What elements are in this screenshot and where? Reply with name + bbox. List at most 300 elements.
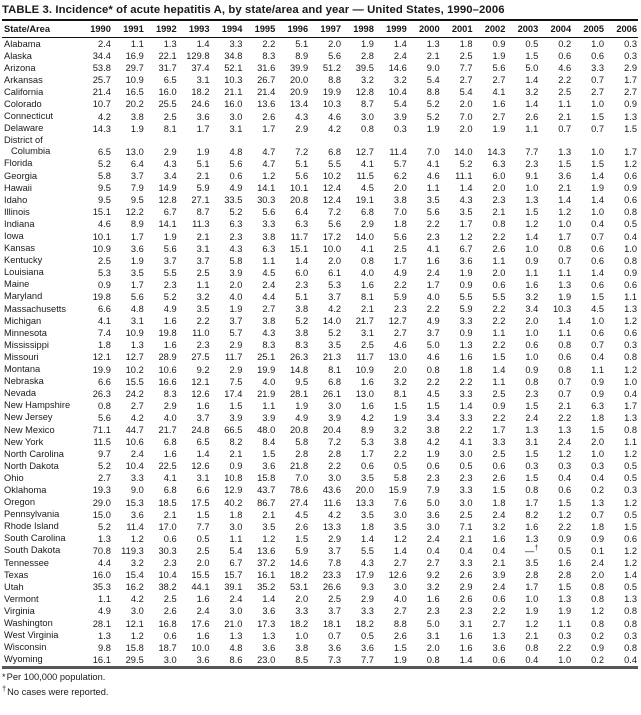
value-cell: 34.8 <box>224 51 243 62</box>
value-cell: 2.0 <box>393 183 407 194</box>
value-cell: 5.2 <box>97 461 111 472</box>
value-cell: 8.3 <box>262 340 276 351</box>
value-cell: 2.6 <box>525 111 539 122</box>
value-cell: 0.6 <box>426 461 440 472</box>
value-cell: 1.6 <box>492 99 506 110</box>
value-cell: 0.8 <box>591 618 604 629</box>
value-cell: 3.0 <box>130 606 144 617</box>
value-cell: 13.0 <box>388 352 407 363</box>
value-cell: 1.3 <box>558 146 572 157</box>
value-cell: 5.0 <box>525 63 539 74</box>
value-cell: 1.9 <box>525 606 539 617</box>
value-cell: 3.3 <box>262 219 276 230</box>
value-cell: 1.3 <box>558 425 572 435</box>
value-cell: 0.3 <box>525 461 539 472</box>
value-cell: 12.8 <box>355 87 374 98</box>
value-cell: 2.2 <box>426 376 440 387</box>
value-cell: 28.1 <box>290 388 309 399</box>
value-cell: 8.1 <box>360 291 374 302</box>
value-cell: 0.9 <box>591 376 604 387</box>
value-cell: 3.0 <box>426 521 440 532</box>
table-row <box>2 327 638 339</box>
value-cell: 30.3 <box>158 545 177 556</box>
value-cell: 3.0 <box>328 473 341 484</box>
value-cell: 2.9 <box>163 146 177 157</box>
table-row <box>2 388 638 400</box>
value-cell: 1.4 <box>393 545 407 556</box>
value-cell: 2.7 <box>492 111 506 122</box>
value-cell: 4.2 <box>328 123 341 134</box>
value-cell: 1.2 <box>558 449 572 460</box>
value-cell: 18.2 <box>355 618 374 629</box>
value-cell: 3.5 <box>393 521 407 532</box>
value-cell: 0.9 <box>624 99 637 110</box>
table-row <box>2 158 638 170</box>
value-cell: 1.0 <box>591 207 604 218</box>
value-cell: 10.1 <box>92 231 111 242</box>
value-cell: 1.5 <box>393 400 407 411</box>
value-cell: 2.8 <box>360 51 374 62</box>
value-cell: 5.1 <box>295 39 309 49</box>
value-cell: 1.7 <box>492 425 506 435</box>
value-cell: 1.3 <box>624 111 637 122</box>
value-cell: 4.3 <box>360 558 374 569</box>
value-cell: 25.1 <box>257 352 276 363</box>
value-cell: 2.1 <box>525 630 539 641</box>
value-cell: 1.2 <box>262 171 276 182</box>
value-cell: —† <box>525 544 539 556</box>
value-cell: 1.1 <box>525 123 539 134</box>
value-cell: 1.1 <box>426 183 440 194</box>
value-cell: 19.8 <box>92 291 111 302</box>
value-cell: 3.1 <box>426 630 440 641</box>
value-cell: 1.2 <box>130 533 144 544</box>
value-cell: 1.6 <box>360 279 374 290</box>
value-cell: 2.4 <box>591 558 604 569</box>
value-cell: 1.8 <box>459 39 473 49</box>
value-cell: 1.4 <box>459 400 473 411</box>
value-cell: 1.2 <box>624 316 637 327</box>
value-cell: 1.5 <box>492 352 506 363</box>
value-cell: 4.7 <box>262 158 276 169</box>
state-name-cell: West Virginia <box>4 630 59 641</box>
value-cell: 15.5 <box>191 570 210 581</box>
value-cell: 0.4 <box>591 352 604 363</box>
value-cell: 7.0 <box>393 207 407 218</box>
value-cell: 1.5 <box>525 400 539 411</box>
value-cell: 9.0 <box>426 63 440 74</box>
value-cell: 0.6 <box>492 654 506 665</box>
value-cell: 1.2 <box>130 630 144 641</box>
value-cell: 34.4 <box>92 51 111 62</box>
value-cell: 3.9 <box>262 412 276 423</box>
value-cell: 6.3 <box>262 243 276 254</box>
value-cell: 0.6 <box>624 279 637 290</box>
value-cell: 26.6 <box>322 582 341 593</box>
value-cell: 16.0 <box>158 87 177 98</box>
table-row <box>2 569 638 581</box>
value-cell: 1.6 <box>196 400 210 411</box>
value-cell: 0.6 <box>525 340 539 351</box>
value-cell: 8.5 <box>295 654 309 665</box>
value-cell: 5.6 <box>130 291 144 302</box>
value-cell: 3.3 <box>360 606 374 617</box>
value-cell: 48.0 <box>257 425 276 435</box>
value-cell: 2.1 <box>196 171 210 182</box>
value-cell: 4.6 <box>393 340 407 351</box>
value-cell: 7.2 <box>295 146 309 157</box>
value-cell: 0.8 <box>426 364 440 375</box>
table-row <box>2 581 638 593</box>
value-cell: 1.5 <box>229 400 243 411</box>
value-cell: 1.1 <box>196 279 210 290</box>
value-cell: 1.3 <box>426 39 440 49</box>
value-cell: 3.5 <box>262 521 276 532</box>
table-row <box>2 339 638 351</box>
state-name-cell: Oregon <box>4 497 36 508</box>
value-cell: 4.1 <box>360 158 374 169</box>
value-cell: 2.4 <box>492 509 506 520</box>
value-cell: 3.7 <box>426 328 440 339</box>
state-name-cell: Colorado <box>4 98 42 109</box>
value-cell: 18.5 <box>158 497 177 508</box>
value-cell: 9.0 <box>130 485 144 496</box>
value-cell: 20.0 <box>290 75 309 86</box>
value-cell: 7.8 <box>328 558 341 569</box>
value-cell: 1.0 <box>558 219 572 230</box>
value-cell: 2.3 <box>426 473 440 484</box>
value-cell: 0.4 <box>624 388 637 399</box>
table-row <box>2 472 638 484</box>
value-cell: 2.4 <box>426 533 440 544</box>
value-cell: 2.2 <box>492 412 506 423</box>
value-cell: 86.7 <box>257 497 276 508</box>
value-cell: 2.0 <box>328 39 341 49</box>
value-cell: 1.4 <box>558 195 572 206</box>
value-cell: 0.9 <box>459 279 473 290</box>
value-cell: 2.2 <box>426 304 440 315</box>
value-cell: 28.9 <box>158 352 177 363</box>
value-cell: 1.4 <box>525 75 539 86</box>
value-cell: 2.4 <box>196 606 210 617</box>
value-cell: 4.3 <box>295 111 309 122</box>
value-cell: 8.8 <box>328 75 341 86</box>
value-cell: 1.4 <box>295 255 309 266</box>
value-cell: 1.2 <box>624 545 637 556</box>
value-cell: 2.2 <box>492 231 506 242</box>
value-cell: 3.2 <box>130 558 144 569</box>
value-cell: 3.1 <box>196 75 210 86</box>
value-cell: 6.4 <box>130 158 144 169</box>
value-cell: 0.5 <box>459 461 473 472</box>
value-cell: 1.2 <box>459 231 473 242</box>
value-cell: 8.9 <box>130 219 144 230</box>
value-cell: 1.1 <box>130 39 144 49</box>
value-cell: 15.0 <box>92 509 111 520</box>
value-cell: 8.6 <box>229 654 243 665</box>
value-cell: 4.0 <box>262 376 276 387</box>
value-cell: 15.1 <box>290 243 309 254</box>
value-cell: 2.0 <box>229 279 243 290</box>
value-cell: 3.6 <box>196 111 210 122</box>
value-cell: 1.9 <box>591 183 604 194</box>
value-cell: 1.5 <box>525 449 539 460</box>
value-cell: 5.5 <box>328 158 341 169</box>
value-cell: 3.0 <box>163 654 177 665</box>
table-row <box>2 267 638 279</box>
value-cell: 0.7 <box>591 75 604 86</box>
value-cell: 1.0 <box>591 39 604 49</box>
value-cell: 3.1 <box>196 473 210 484</box>
value-cell: 3.7 <box>328 291 341 302</box>
table-row <box>2 557 638 569</box>
value-cell: 16.9 <box>125 51 144 62</box>
value-cell: 3.5 <box>196 304 210 315</box>
value-cell: 1.5 <box>624 521 637 532</box>
value-cell: 12.7 <box>355 146 374 157</box>
value-cell: 3.0 <box>229 111 243 122</box>
value-cell: 3.6 <box>328 642 341 653</box>
table-row <box>2 484 638 496</box>
value-cell: 11.7 <box>356 352 374 363</box>
value-cell: 6.0 <box>295 267 309 278</box>
value-cell: 0.8 <box>558 340 572 351</box>
value-cell: 2.3 <box>163 558 177 569</box>
year-header: 1994 <box>211 21 244 38</box>
value-cell: 1.4 <box>196 449 210 460</box>
value-cell: 3.3 <box>459 388 473 399</box>
value-cell: 1.1 <box>558 618 572 629</box>
value-cell: 12.6 <box>388 570 407 581</box>
value-cell: 7.5 <box>229 376 243 387</box>
value-cell: 2.7 <box>591 87 604 98</box>
value-cell: 1.4 <box>459 654 473 665</box>
value-cell: 4.2 <box>426 437 440 448</box>
table-row <box>2 605 638 617</box>
value-cell: 2.3 <box>525 158 539 169</box>
value-cell: 2.1 <box>426 51 440 62</box>
value-cell: 5.2 <box>229 207 243 218</box>
value-cell: 5.3 <box>360 437 374 448</box>
value-cell: 1.0 <box>525 352 539 363</box>
value-cell: 14.6 <box>290 558 309 569</box>
value-cell: 1.6 <box>459 630 473 641</box>
value-cell: 0.9 <box>492 400 506 411</box>
value-cell: 0.4 <box>624 654 637 665</box>
value-cell: 1.6 <box>163 316 177 327</box>
value-cell: 31.6 <box>257 63 276 74</box>
value-cell: 0.6 <box>360 461 374 472</box>
value-cell: 2.2 <box>393 449 407 460</box>
value-cell: 2.8 <box>525 570 539 581</box>
value-cell: 19.9 <box>257 364 276 375</box>
value-cell: 12.6 <box>191 388 210 399</box>
state-name-cell: Minnesota <box>4 327 47 338</box>
value-cell: 1.1 <box>229 533 243 544</box>
value-cell: 24.2 <box>125 388 144 399</box>
table-row <box>2 303 638 315</box>
table-row <box>2 376 638 388</box>
value-cell: 5.2 <box>426 99 440 110</box>
footnotes <box>2 672 638 699</box>
value-cell: 2.4 <box>97 39 111 49</box>
value-cell: 2.1 <box>163 509 177 520</box>
table-row <box>2 545 638 557</box>
value-cell: 1.5 <box>492 485 506 496</box>
value-cell: 2.7 <box>262 304 276 315</box>
value-cell: 14.9 <box>158 183 177 194</box>
value-cell: 26.1 <box>322 388 341 399</box>
value-cell: 3.8 <box>393 437 407 448</box>
value-cell: 2.2 <box>196 316 210 327</box>
value-cell: 21.0 <box>224 618 243 629</box>
value-cell: 13.0 <box>125 146 144 157</box>
value-cell: 5.7 <box>229 328 243 339</box>
value-cell: 9.5 <box>97 183 111 194</box>
value-cell: 2.4 <box>525 412 539 423</box>
state-name-cell: New Jersey <box>4 412 53 423</box>
value-cell: 1.0 <box>558 654 572 665</box>
value-cell: 11.4 <box>126 521 144 532</box>
year-header: 1993 <box>178 21 211 38</box>
value-cell: 0.5 <box>624 509 637 520</box>
value-cell: 17.5 <box>191 497 210 508</box>
value-cell: 2.7 <box>97 473 111 484</box>
value-cell: 0.8 <box>624 425 637 435</box>
value-cell: 1.9 <box>229 304 243 315</box>
value-cell: 20.0 <box>355 485 374 496</box>
value-cell: 0.3 <box>558 461 572 472</box>
value-cell: 5.1 <box>295 158 309 169</box>
state-name-cell: Vermont <box>4 593 39 604</box>
value-cell: 0.9 <box>591 642 604 653</box>
value-cell: 1.9 <box>459 267 473 278</box>
value-cell: 0.6 <box>591 51 604 62</box>
value-cell: 3.6 <box>196 654 210 665</box>
value-cell: 4.9 <box>426 316 440 327</box>
value-cell: 2.3 <box>196 340 210 351</box>
table-row <box>2 351 638 363</box>
value-cell: 12.4 <box>322 195 341 206</box>
value-cell: 2.2 <box>393 279 407 290</box>
value-cell: 17.3 <box>257 618 276 629</box>
value-cell: 2.4 <box>130 449 144 460</box>
value-cell: 1.7 <box>393 255 407 266</box>
value-cell: 6.2 <box>393 171 407 182</box>
value-cell: 2.5 <box>459 509 473 520</box>
value-cell: 27.1 <box>191 195 210 206</box>
value-cell: 3.9 <box>229 267 243 278</box>
value-cell: 0.6 <box>624 533 637 544</box>
value-cell: 10.1 <box>290 183 309 194</box>
value-cell: 0.4 <box>624 231 637 242</box>
value-cell: 1.3 <box>97 533 111 544</box>
value-cell: 35.2 <box>257 582 276 593</box>
value-cell: 5.9 <box>459 304 473 315</box>
state-name-cell: District of Columbia <box>4 134 51 157</box>
value-cell: 2.2 <box>492 340 506 351</box>
value-cell: 8.2 <box>525 509 539 520</box>
value-cell: 3.7 <box>196 255 210 266</box>
value-cell: 1.8 <box>591 521 604 532</box>
value-cell: 17.4 <box>224 388 243 399</box>
value-cell: 2.0 <box>492 183 506 194</box>
state-name-cell: Maryland <box>4 291 43 302</box>
value-cell: 0.7 <box>328 630 341 641</box>
value-cell: 3.3 <box>229 39 243 49</box>
value-cell: 1.7 <box>624 146 637 157</box>
value-cell: 26.3 <box>290 352 309 363</box>
value-cell: 2.2 <box>558 412 572 423</box>
value-cell: 1.2 <box>624 158 637 169</box>
footnote-population <box>2 672 638 684</box>
value-cell: 1.4 <box>492 364 506 375</box>
value-cell: 11.7 <box>290 231 309 242</box>
table-row <box>2 424 638 436</box>
value-cell: 1.2 <box>525 219 539 230</box>
value-cell: 2.7 <box>393 328 407 339</box>
value-cell: 4.8 <box>229 642 243 653</box>
value-cell: 3.4 <box>163 171 177 182</box>
table-row <box>2 364 638 376</box>
value-cell: 8.1 <box>163 123 177 134</box>
value-cell: 0.3 <box>558 630 572 641</box>
value-cell: 1.9 <box>426 449 440 460</box>
value-cell: 26.7 <box>257 75 276 86</box>
value-cell: 13.4 <box>290 99 309 110</box>
value-cell: 0.4 <box>459 545 473 556</box>
value-cell: 0.9 <box>591 388 604 399</box>
value-cell: 3.8 <box>426 425 440 435</box>
state-name-cell: New York <box>4 436 44 447</box>
value-cell: 4.5 <box>262 267 276 278</box>
value-cell: 6.6 <box>97 304 111 315</box>
value-cell: 43.6 <box>322 485 341 496</box>
value-cell: 1.3 <box>97 630 111 641</box>
value-cell: 43.7 <box>257 485 276 496</box>
value-cell: 0.8 <box>492 219 506 230</box>
table-row <box>2 642 638 654</box>
state-name-cell: Georgia <box>4 170 38 181</box>
value-cell: 2.1 <box>229 449 243 460</box>
value-cell: 1.1 <box>262 400 276 411</box>
value-cell: 3.8 <box>295 642 309 653</box>
value-cell: 8.3 <box>262 51 276 62</box>
value-cell: 5.5 <box>360 545 374 556</box>
value-cell: 15.3 <box>125 497 144 508</box>
value-cell: 4.2 <box>97 111 111 122</box>
value-cell: 16.1 <box>257 570 276 581</box>
value-cell: 1.3 <box>262 630 276 641</box>
value-cell: 3.2 <box>360 75 374 86</box>
value-cell: 1.6 <box>558 558 572 569</box>
value-cell: 1.3 <box>558 594 572 605</box>
value-cell: 3.2 <box>492 521 506 532</box>
value-cell: 4.3 <box>229 243 243 254</box>
value-cell: 3.5 <box>459 207 473 218</box>
value-cell: 24.8 <box>191 425 210 435</box>
value-cell: 2.7 <box>492 618 506 629</box>
footnote-text: Per 100,000 population. <box>6 671 106 682</box>
value-cell: 2.1 <box>459 533 473 544</box>
state-name-cell: Iowa <box>4 231 24 241</box>
value-cell: 5.6 <box>426 207 440 218</box>
value-cell: 18.2 <box>191 87 210 98</box>
value-cell: 3.6 <box>558 171 572 182</box>
value-cell: 1.5 <box>558 582 572 593</box>
value-cell: 12.1 <box>92 352 111 363</box>
value-cell: 1.1 <box>525 267 539 278</box>
